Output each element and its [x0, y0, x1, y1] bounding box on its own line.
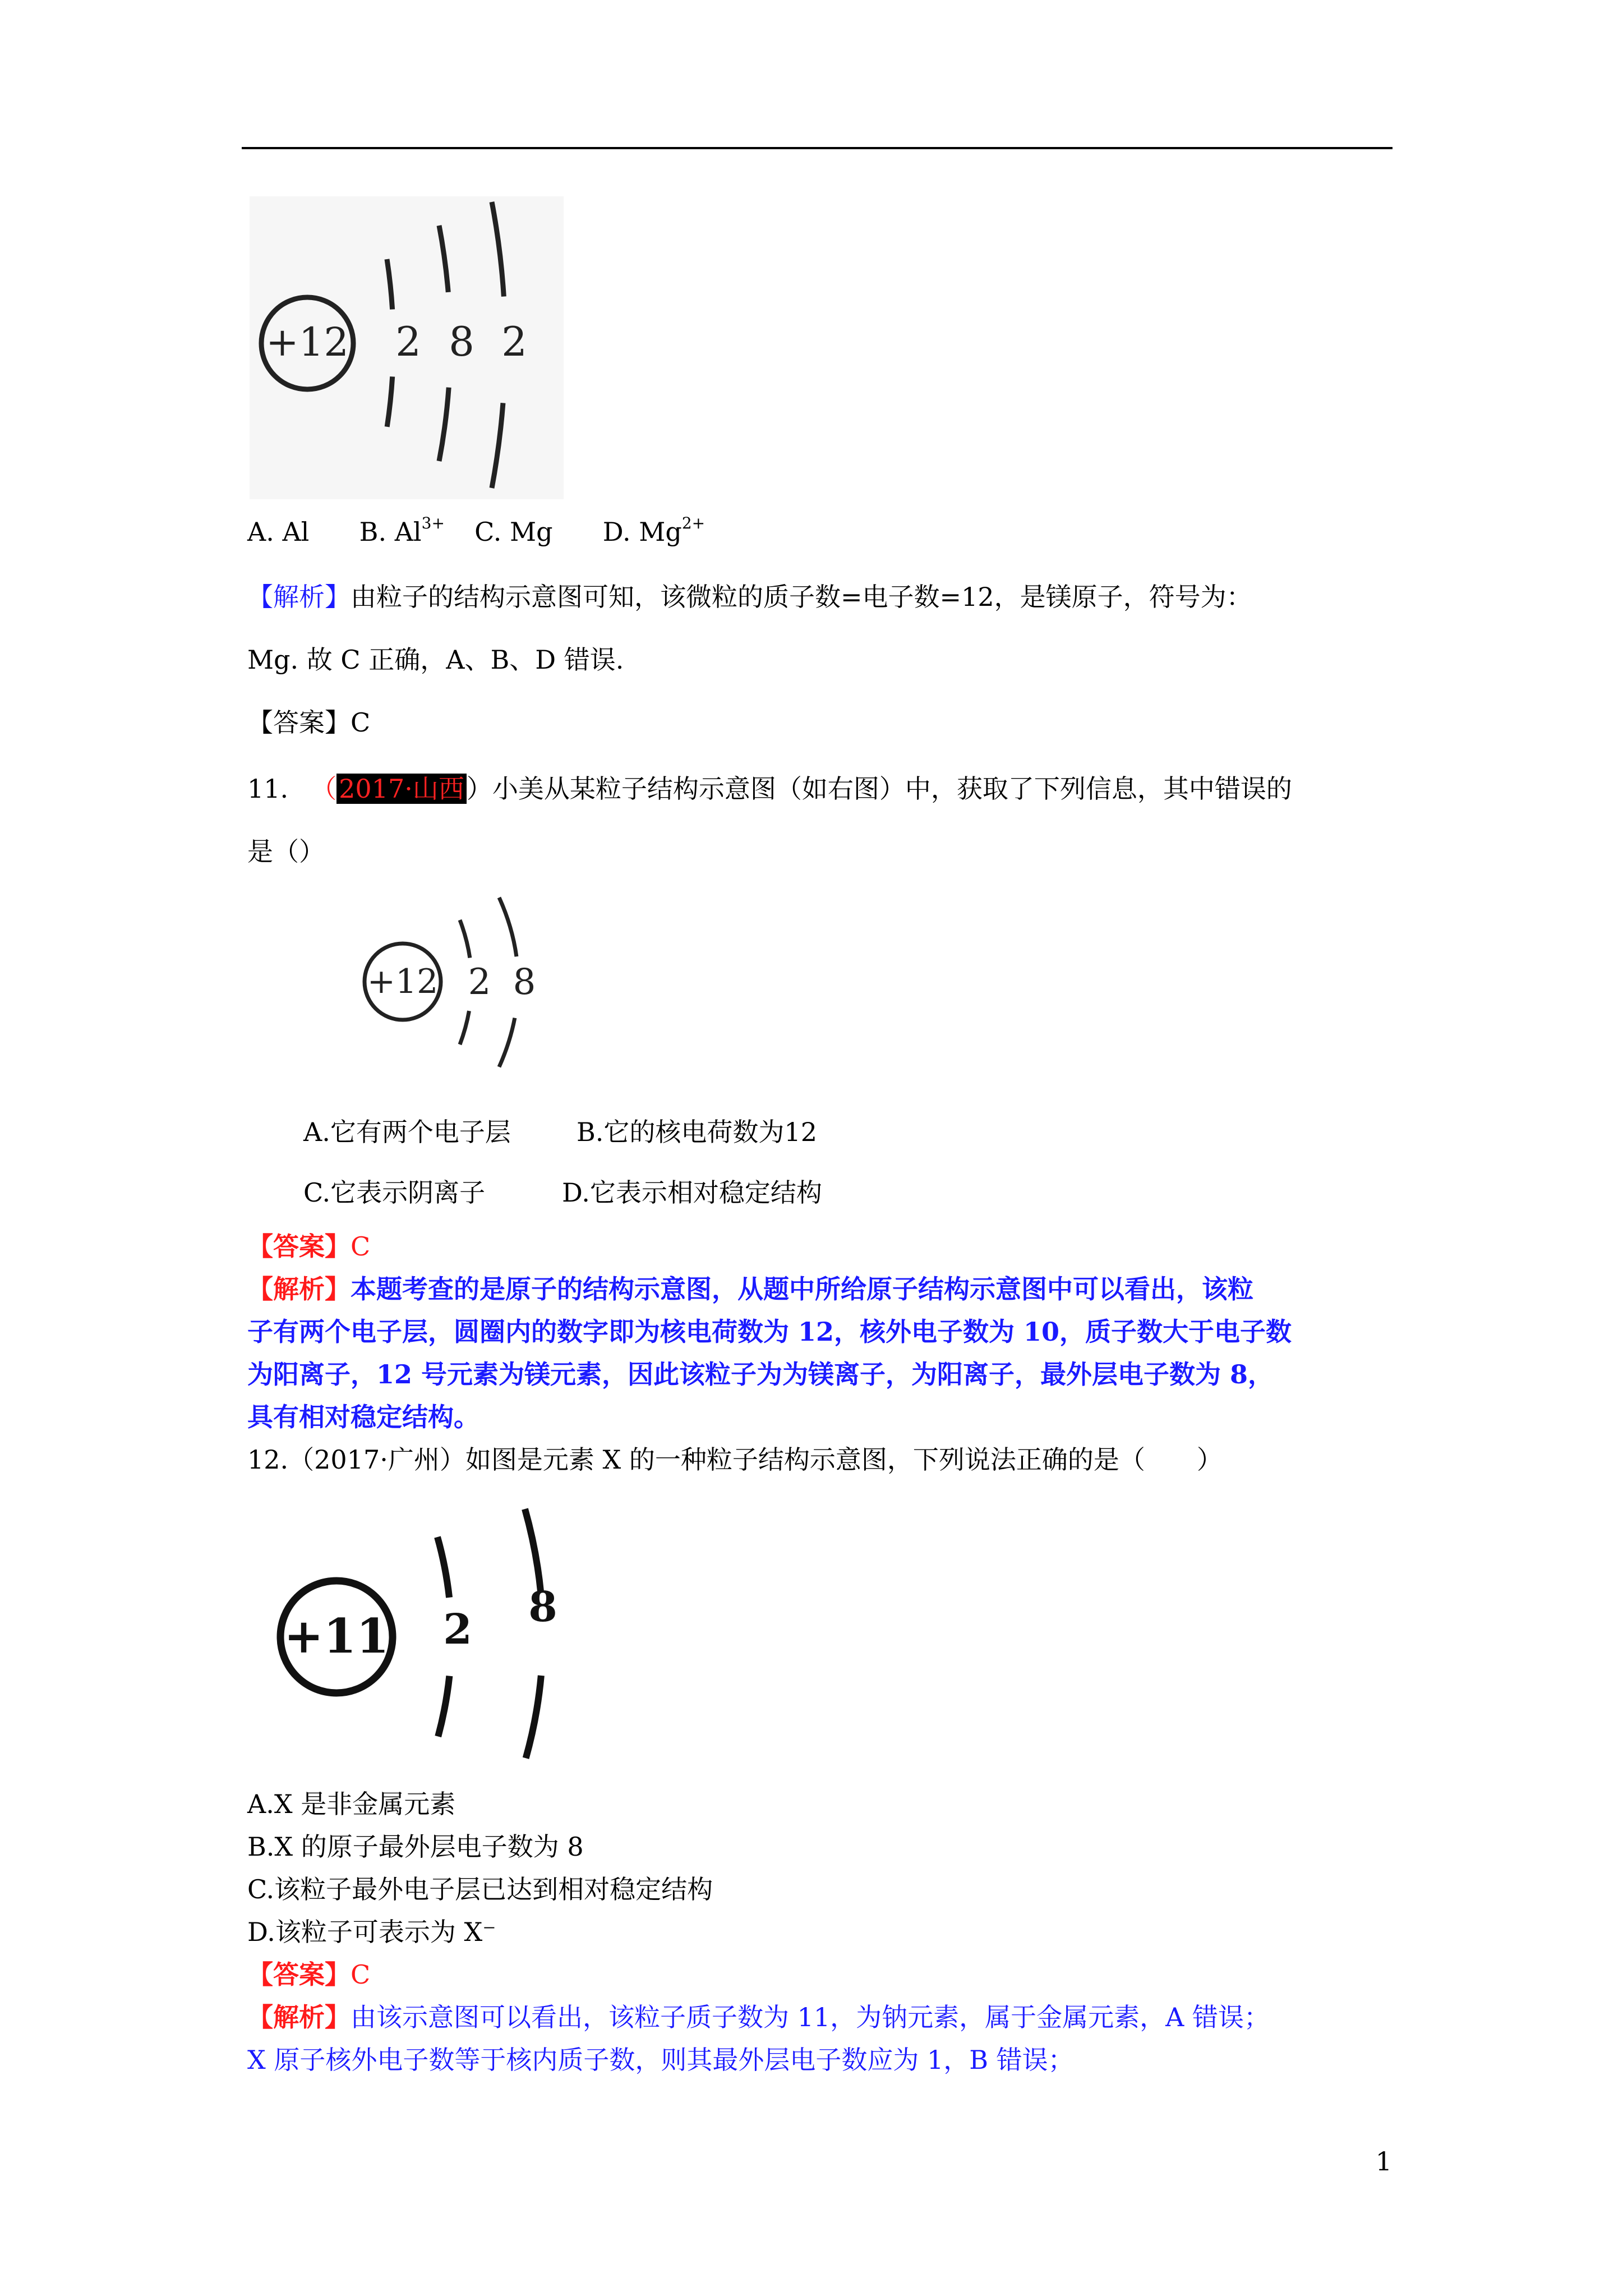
q11-analysis-line-3: 为阳离子，12 号元素为镁元素，因此该粒子为为镁离子，为阳离子，最外层电子数为 8，: [247, 1359, 1274, 1389]
analysis-tag: 【解析】: [247, 2002, 351, 2032]
q12-analysis-line-2: X 原子核外电子数等于核内质子数，则其最外层电子数应为 1，B 错误；: [247, 2045, 1074, 2075]
q12-option-a: A.X 是非金属元素: [247, 1789, 456, 1819]
answer-tag: 【答案】: [247, 1959, 351, 1990]
q11-stem-line-2: 是（）: [247, 836, 325, 867]
answer-value: C: [351, 1231, 371, 1262]
answer-value: C: [351, 1959, 371, 1990]
page-number: 1: [1375, 2146, 1392, 2177]
q12-analysis-line-1: 【解析】由该示意图可以看出，该粒子质子数为 11，为钠元素，属于金属元素，A 错误；: [247, 2002, 1270, 2032]
q12-option-c: C.该粒子最外电子层已达到相对稳定结构: [247, 1874, 713, 1904]
nucleus-label: +12: [266, 319, 349, 365]
shell-electron-count: 8: [449, 318, 474, 365]
shell-electron-count: 8: [513, 961, 536, 1003]
q10-answer: [247, 706, 370, 739]
q11-option-b: B.它的核电荷数为12: [577, 1117, 817, 1147]
nucleus-label: +11: [284, 1608, 389, 1664]
shell-electron-count: 2: [395, 318, 421, 365]
q11-option-d: D.它表示相对稳定结构: [562, 1177, 822, 1208]
header-rule: [242, 147, 1393, 149]
q12-stem: 12.（2017·广州）如图是元素 X 的一种粒子结构示意图，下列说法正确的是（ ）: [247, 1444, 1223, 1475]
question-number: 11.: [247, 774, 289, 804]
shell-electron-count: 8: [528, 1583, 557, 1631]
analysis-tag: 【解析】: [247, 1274, 351, 1304]
atom-structure-diagram-mg-ion: [359, 886, 583, 1094]
q11-analysis-line-4: 具有相对稳定结构。: [247, 1402, 479, 1432]
q11-stem-line-1: 11. （2017·山西）小美从某粒子结构示意图（如右图）中，获取了下列信息，其中错误的: [247, 774, 1292, 804]
option-b: B. $Al^{3+}$: [359, 514, 445, 547]
q10-options: [247, 515, 705, 549]
option-d: D. $Mg^{2+}$: [602, 514, 706, 547]
answer-tag: 【答案】: [247, 1231, 351, 1262]
option-c: C. Mg: [474, 517, 553, 547]
q12-option-b: B.X 的原子最外层电子数为 8: [247, 1832, 584, 1862]
q10-analysis-line-1: 【解析】由粒子的结构示意图可知，该微粒的质子数=电子数=12，是镁原子，符号为：: [247, 582, 1252, 612]
answer-tag: 【答案】: [247, 707, 351, 738]
q10-analysis-line-2: Mg. 故 C 正确，A、B、D 错误.: [247, 645, 624, 675]
q11-analysis-line-2: 子有两个电子层，圆圈内的数字即为核电荷数为 12，核外电子数为 10，质子数大于电子数: [247, 1317, 1292, 1347]
q11-option-c: C.它表示阴离子: [303, 1177, 486, 1208]
q12-option-d: D.该粒子可表示为 X⁻: [247, 1917, 496, 1947]
answer-value: C: [351, 707, 371, 738]
q11-analysis-line-1: 【解析】本题考查的是原子的结构示意图，从题中所给原子结构示意图中可以看出，该粒: [247, 1274, 1253, 1304]
shell-electron-count: 2: [443, 1605, 472, 1654]
shell-electron-count: 2: [468, 961, 491, 1003]
q11-answer: [247, 1230, 370, 1263]
nucleus-label: +12: [367, 962, 439, 1001]
analysis-tag: 【解析】: [247, 582, 351, 612]
q12-answer: [247, 1958, 370, 1991]
option-a: A. Al: [247, 517, 310, 547]
atom-structure-diagram-mg: [250, 196, 564, 499]
q11-option-a: A.它有两个电子层: [303, 1117, 511, 1147]
atom-structure-diagram-na-ion: [262, 1498, 577, 1767]
source-tag: 2017·山西: [336, 774, 467, 804]
shell-electron-count: 2: [501, 318, 527, 365]
electron-shell-arc: [525, 1509, 543, 1761]
